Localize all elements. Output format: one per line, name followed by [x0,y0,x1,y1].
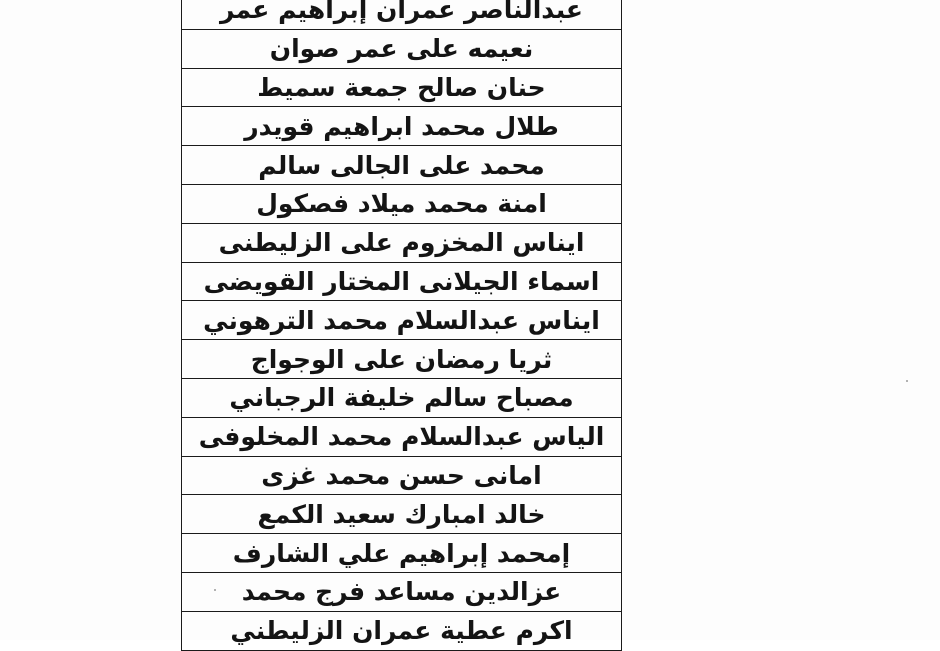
scan-speck [906,380,908,382]
name-cell: ثريا رمضان على الوجواج [182,340,622,379]
table-row [182,0,622,29]
name-cell: محمد على الجالى سالم [182,146,622,185]
name-cell: ايناس عبدالسلام محمد الترهوني [182,301,622,340]
name-cell: عزالدين مساعد فرج محمد [182,572,622,611]
table-row [182,184,622,223]
table-row [182,572,622,611]
table-row [182,378,622,417]
name-cell: اكرم عطية عمران الزليطني [182,611,622,650]
name-cell: طلال محمد ابراهيم قويدر [182,107,622,146]
name-cell: عبدالناصر عمران إبراهيم عمر [182,0,622,29]
table-row [182,340,622,379]
scan-speck [214,589,216,591]
name-cell: الياس عبدالسلام محمد المخلوفى [182,417,622,456]
table-row [182,456,622,495]
name-cell: نعيمه على عمر صوان [182,29,622,68]
table-row [182,223,622,262]
table-row [182,29,622,68]
table-row [182,611,622,650]
table-row [182,146,622,185]
table-row [182,495,622,534]
table-row [182,417,622,456]
name-cell: إمحمد إبراهيم علي الشارف [182,534,622,573]
table-row [182,107,622,146]
table-row [182,534,622,573]
name-cell: ايناس المخزوم على الزليطنى [182,223,622,262]
name-cell: خالد امبارك سعيد الكمع [182,495,622,534]
name-cell: اسماء الجيلانى المختار القويضى [182,262,622,301]
table-row [182,68,622,107]
name-cell: مصباح سالم خليفة الرجباني [182,378,622,417]
names-table-body [182,0,622,650]
table-row [182,262,622,301]
name-cell: امانى حسن محمد غزى [182,456,622,495]
table-row [182,301,622,340]
names-table [181,0,622,651]
name-cell: امنة محمد ميلاد فصكول [182,184,622,223]
name-cell: حنان صالح جمعة سميط [182,68,622,107]
